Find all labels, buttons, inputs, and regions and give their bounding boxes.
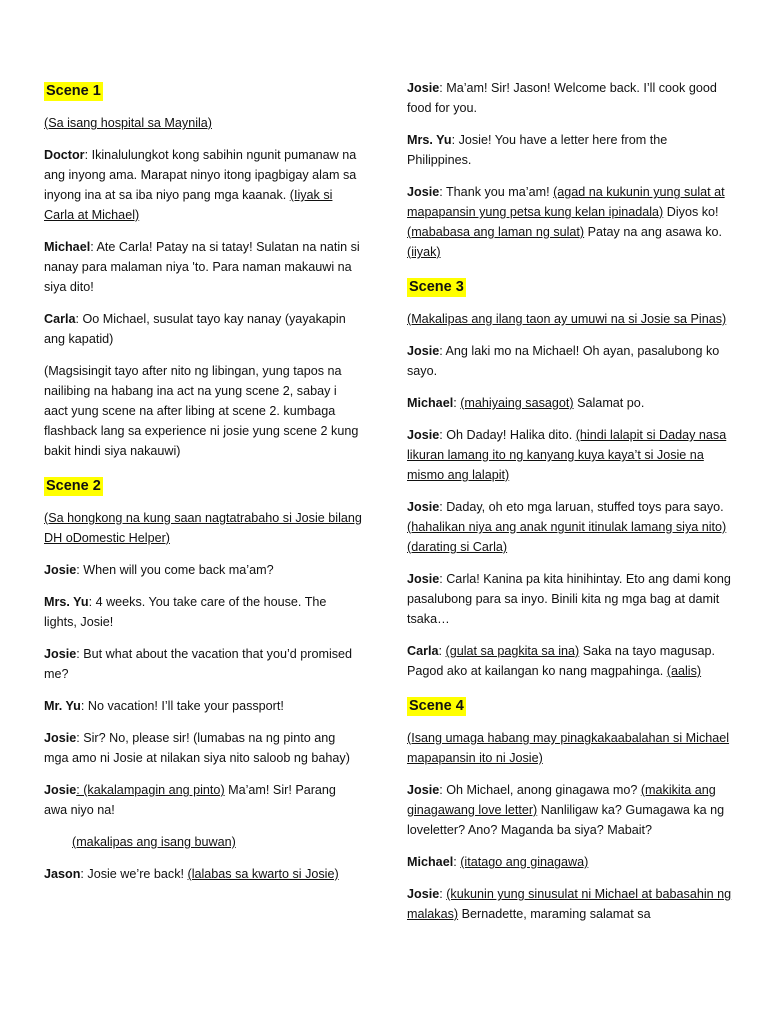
dialogue-text: :: [453, 396, 461, 410]
script-paragraph: [44, 560, 362, 580]
dialogue-text: : Josie! You have a letter here from the Philippines.: [407, 133, 668, 167]
script-paragraph: [407, 425, 732, 485]
dialogue-text: :: [439, 887, 447, 901]
dialogue-text: :: [438, 644, 446, 658]
stage-direction: (lalabas sa kwarto si Josie): [187, 867, 339, 881]
dialogue-text: : Ikinalulungkot kong sabihin ngunit pumanaw na ang inyong ama. Marapat ninyo itong ipagbigay alam sa inyong ina at sa iba niyo pang mga kaanak.: [44, 148, 357, 202]
dialogue-text: : Ate Carla! Patay na si tatay! Sulatan na natin si nanay para malaman niya 'to. Para naman makauwi na siya dito!: [44, 240, 360, 294]
script-paragraph: [44, 696, 362, 716]
stage-direction: (Makalipas ang ilang taon ay umuwi na si Josie sa Pinas): [407, 312, 727, 326]
stage-direction: (itatago ang ginagawa): [460, 855, 589, 869]
script-paragraph: [407, 641, 732, 681]
stage-direction: (makalipas ang isang buwan): [72, 835, 236, 849]
dialogue-text: : Carla! Kanina pa kita hinihintay. Eto ang dami kong pasalubong para sa inyo. Binili kita ng mga bag at damit tsaka…: [407, 572, 731, 626]
scene-heading: Scene 1: [46, 83, 101, 99]
speaker-name: Mrs. Yu: [407, 133, 452, 147]
dialogue-text: : Sir? No, please sir! (lumabas na ng pinto ang mga amo ni Josie at nilakan siya nito saloob ng bahay): [44, 731, 350, 765]
dialogue-text: (Magsisingit tayo after nito ng libingan, yung tapos na nailibing na habang ina act na yung scene 2, sabay i aact yung scene na after libing at scene 2. kumbaga flashback lang sa experience ni josie yung scene 2 kung bakit hindi siya nakauwi): [44, 364, 359, 458]
stage-direction: (makikita ang ginagawang love letter): [407, 783, 716, 817]
stage-direction: (Isang umaga habang may pinagkakaabalahan si Michael mapapansin ito ni Josie): [407, 731, 730, 765]
dialogue-text: Bernadette, maraming salamat sa: [458, 907, 651, 921]
script-paragraph: [44, 644, 362, 684]
speaker-name: Doctor: [44, 148, 85, 162]
speaker-name: Jason: [44, 867, 81, 881]
speaker-name: Michael: [44, 240, 91, 254]
script-paragraph: [407, 884, 732, 924]
script-paragraph: [44, 864, 362, 884]
stage-direction: (Iiyak si Carla at Michael): [44, 188, 333, 222]
stage-direction: (aalis): [666, 664, 702, 678]
stage-direction: (mababasa ang laman ng sulat): [407, 225, 585, 239]
script-paragraph: [44, 832, 362, 852]
speaker-name: Josie: [407, 500, 440, 514]
script-paragraph: [407, 569, 732, 629]
dialogue-text: Salamat po.: [573, 396, 645, 410]
scene-heading-row: [44, 78, 362, 113]
speaker-name: Josie: [407, 572, 440, 586]
speaker-name: Josie: [407, 783, 440, 797]
scene-heading: Scene 4: [409, 698, 464, 714]
stage-direction: (mahiyaing sasagot): [460, 396, 574, 410]
stage-direction: (hahalikan niya ang anak ngunit itinulak lamang siya nito): [407, 520, 727, 534]
stage-direction: (gulat sa pagkita sa ina): [445, 644, 580, 658]
script-paragraph: [407, 182, 732, 262]
script-paragraph: [407, 393, 732, 413]
dialogue-text: : Thank you ma’am!: [439, 185, 554, 199]
scene-heading-row: [407, 693, 732, 728]
scene-heading: Scene 3: [409, 279, 464, 295]
speaker-name: Josie: [407, 344, 440, 358]
dialogue-text: : When will you come back ma’am?: [76, 563, 274, 577]
stage-direction: (iiyak): [407, 245, 441, 259]
stage-direction: (kukunin yung sinusulat ni Michael at babasahin ng malakas): [407, 887, 732, 921]
stage-direction: (darating si Carla): [407, 540, 508, 554]
scene-heading-row: [44, 473, 362, 508]
dialogue-text: :: [453, 855, 461, 869]
dialogue-text: : But what about the vacation that you’d promised me?: [44, 647, 353, 681]
script-paragraph: [407, 852, 732, 872]
dialogue-text: : Oo Michael, susulat tayo kay nanay (yayakapin ang kapatid): [44, 312, 346, 346]
speaker-name: Josie: [44, 647, 77, 661]
speaker-name: Josie: [44, 731, 77, 745]
stage-direction: (Sa isang hospital sa Maynila): [44, 116, 212, 130]
stage-direction: (agad na kukunin yung sulat at mapapansin yung petsa kung kelan ipinadala): [407, 185, 725, 219]
dialogue-text: Diyos ko!: [663, 205, 719, 219]
left-column: [44, 78, 362, 896]
speaker-name: Josie: [407, 887, 440, 901]
speaker-name: Carla: [407, 644, 439, 658]
speaker-name: Mrs. Yu: [44, 595, 89, 609]
scene-heading-row: [407, 274, 732, 309]
script-paragraph: [407, 728, 732, 768]
stage-direction: (Sa hongkong na kung saan nagtatrabaho si Josie bilang DH oDomestic Helper): [44, 511, 362, 545]
script-paragraph: [407, 497, 732, 557]
dialogue-text: : Ma’am! Sir! Jason! Welcome back. I’ll cook good food for you.: [407, 81, 717, 115]
speaker-name: Josie: [407, 185, 440, 199]
speaker-name: Josie: [44, 563, 77, 577]
speaker-name: Josie: [407, 428, 440, 442]
dialogue-text: : No vacation! I’ll take your passport!: [80, 699, 284, 713]
script-paragraph: [44, 145, 362, 225]
script-paragraph: [407, 780, 732, 840]
script-paragraph: [407, 309, 732, 329]
stage-direction: : (kakalampagin ang pinto): [76, 783, 225, 797]
dialogue-text: Ma’am! Sir! Parang awa niyo na!: [44, 783, 336, 817]
speaker-name: Michael: [407, 855, 454, 869]
right-column: [407, 78, 732, 936]
script-paragraph: [407, 341, 732, 381]
script-paragraph: [407, 78, 732, 118]
speaker-name: Josie: [407, 81, 440, 95]
dialogue-text: : Daday, oh eto mga laruan, stuffed toys para sayo.: [439, 500, 724, 514]
script-paragraph: [44, 237, 362, 297]
stage-direction: (hindi lalapit si Daday nasa likuran lamang ito ng kanyang kuya kaya’t si Josie na mismo ang lalapit): [407, 428, 727, 482]
script-paragraph: [407, 130, 732, 170]
script-paragraph: [44, 309, 362, 349]
dialogue-text: Saka na tayo magusap. Pagod ako at kailangan ko nang magpahinga.: [407, 644, 716, 678]
script-paragraph: [44, 508, 362, 548]
dialogue-text: : Oh Daday! Halika dito.: [439, 428, 576, 442]
script-paragraph: [44, 728, 362, 768]
dialogue-text: Patay na ang asawa ko.: [584, 225, 723, 239]
speaker-name: Carla: [44, 312, 76, 326]
dialogue-text: : 4 weeks. You take care of the house. The lights, Josie!: [44, 595, 327, 629]
dialogue-text: Nanliligaw ka? Gumagawa ka ng loveletter? Ano? Maganda ba siya? Mabait?: [407, 803, 725, 837]
script-paragraph: [44, 592, 362, 632]
dialogue-text: : Ang laki mo na Michael! Oh ayan, pasalubong ko sayo.: [407, 344, 720, 378]
speaker-name: Michael: [407, 396, 454, 410]
dialogue-text: : Oh Michael, anong ginagawa mo?: [439, 783, 641, 797]
script-paragraph: [44, 113, 362, 133]
script-paragraph: [44, 780, 362, 820]
speaker-name: Mr. Yu: [44, 699, 81, 713]
scene-heading: Scene 2: [46, 478, 101, 494]
script-paragraph: [44, 361, 362, 461]
speaker-name: Josie: [44, 783, 77, 797]
dialogue-text: : Josie we’re back!: [80, 867, 188, 881]
